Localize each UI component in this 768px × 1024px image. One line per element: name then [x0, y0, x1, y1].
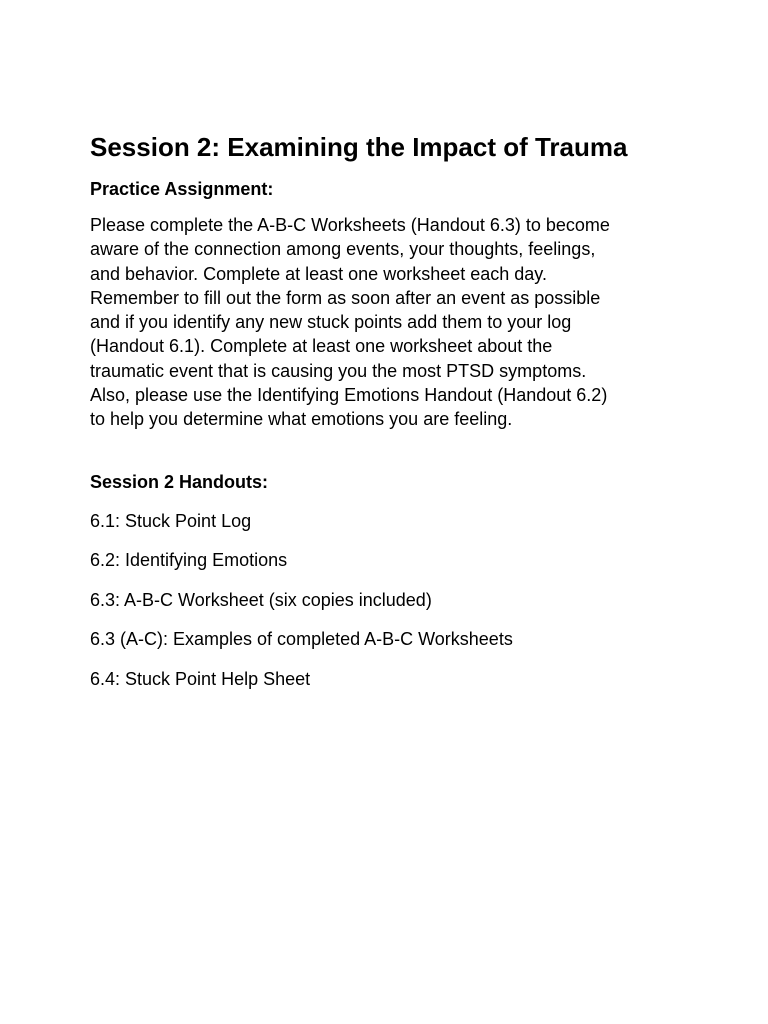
handout-list — [90, 509, 678, 691]
practice-line: traumatic event that is causing you the most PTSD symptoms. — [90, 360, 587, 381]
handout-item-stuck-point-help-sheet: 6.4: Stuck Point Help Sheet — [90, 668, 311, 689]
practice-line: aware of the connection among events, your thoughts, feelings, — [90, 239, 596, 260]
practice-line: Remember to fill out the form as soon after an event as possible — [90, 287, 601, 308]
handout-item-abc-worksheet: 6.3: A-B-C Worksheet (six copies included) — [90, 589, 432, 610]
handout-item-identifying-emotions: 6.2: Identifying Emotions — [90, 550, 288, 571]
practice-line: Please complete the A-B-C Worksheets (Handout 6.3) to become — [90, 215, 610, 235]
practice-line: (Handout 6.1). Complete at least one worksheet about the — [90, 336, 553, 357]
practice-line: and behavior. Complete at least one worksheet each day. — [90, 263, 547, 284]
document-title: Session 2: Examining the Impact of Trauma — [90, 132, 628, 162]
practice-line: to help you determine what emotions you are feeling. — [90, 409, 513, 430]
practice-assignment-text — [90, 213, 670, 432]
session-handouts-heading: Session 2 Handouts: — [90, 471, 269, 492]
handout-item-stuck-point-log: 6.1: Stuck Point Log — [90, 510, 252, 531]
practice-line: and if you identify any new stuck points add them to your log — [90, 312, 572, 333]
practice-line: Also, please use the Identifying Emotions Handout (Handout 6.2) — [90, 385, 608, 406]
handout-item-abc-examples: 6.3 (A-C): Examples of completed A-B-C Worksheets — [90, 629, 513, 650]
practice-assignment-heading: Practice Assignment: — [90, 179, 274, 199]
